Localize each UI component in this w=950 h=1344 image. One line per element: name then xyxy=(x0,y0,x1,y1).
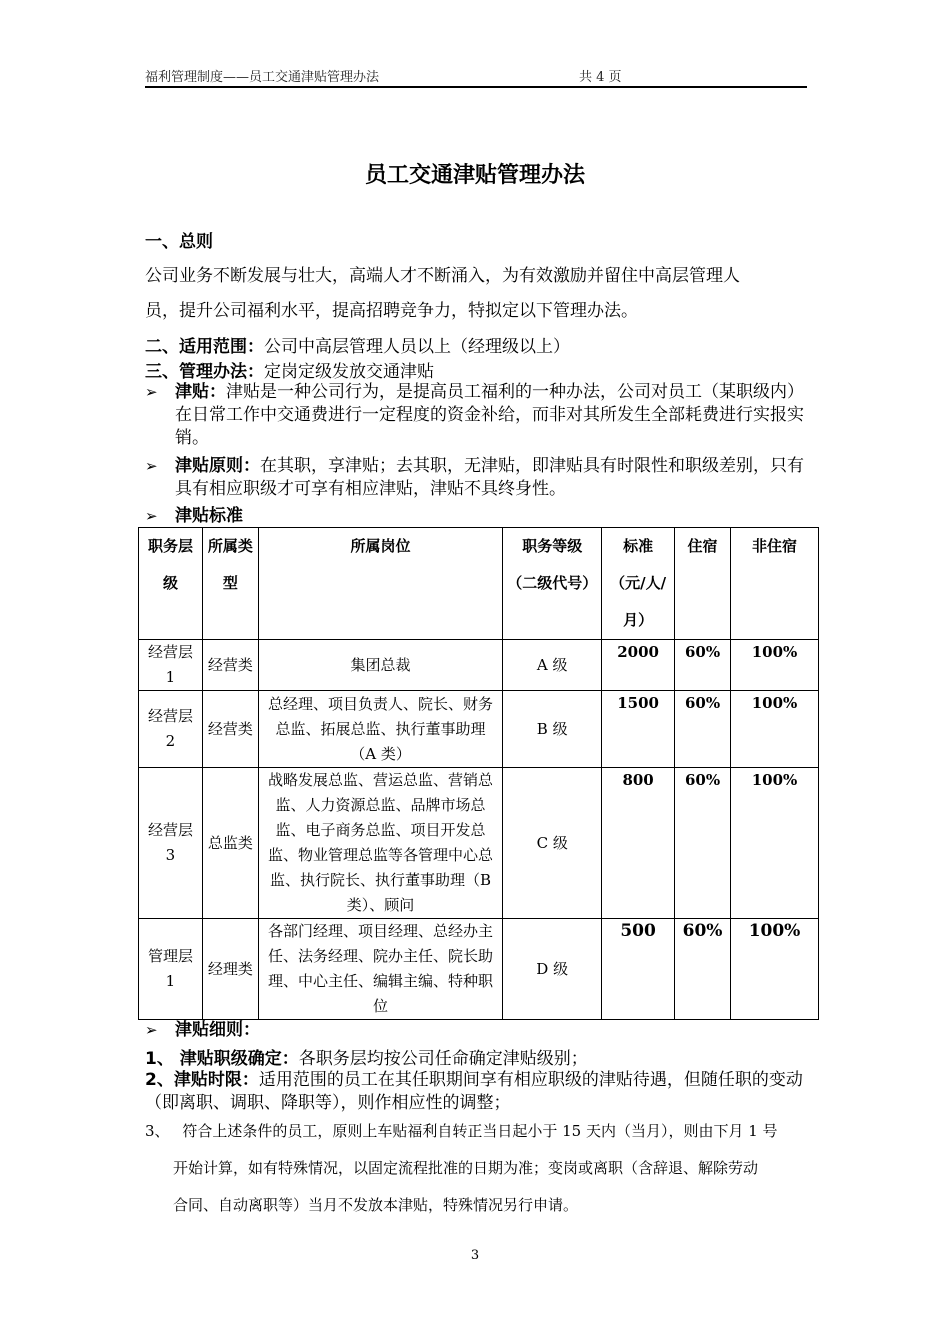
document-title: 员工交通津贴管理办法 xyxy=(364,163,585,188)
cell-grade: A 级 xyxy=(503,640,602,691)
cell-standard: 500 xyxy=(602,919,675,1020)
bullet-details xyxy=(145,1019,815,1042)
rule-2 xyxy=(145,1069,815,1115)
standard-label: 津贴标准 xyxy=(175,506,243,526)
cell-stay: 60% xyxy=(675,768,731,919)
allowance-label: 津贴： xyxy=(175,382,226,402)
rule-3-text-1: 符合上述条件的员工，原则上车贴福利自转正当日起小于 15 天内（当月），则由下月 1 号 xyxy=(182,1122,778,1140)
allowance-standard-table xyxy=(138,527,819,1020)
arrow-bullet-icon: ➢ xyxy=(145,1021,158,1039)
principle-label: 津贴原则： xyxy=(175,456,260,476)
header-page-count: 共 4 页 xyxy=(579,70,622,85)
cell-nostay: 100% xyxy=(731,640,819,691)
rule-3-text-2: 开始计算，如有特殊情况，以固定流程批准的日期为准；变岗或离职（含辞退、解除劳动 xyxy=(173,1159,759,1177)
cell-standard: 1500 xyxy=(602,691,675,768)
cell-standard: 800 xyxy=(602,768,675,919)
bullet-allowance xyxy=(145,381,815,450)
method-label: 三、管理办法： xyxy=(145,362,264,382)
cell-type: 经营类 xyxy=(202,640,258,691)
cell-stay: 60% xyxy=(675,691,731,768)
rule-2-text: 适用范围的员工在其任职期间享有相应职级的津贴待遇，但随任职的变动（即离职、调职、降职等），则作相应性的调整； xyxy=(145,1070,803,1113)
rule-1-label: 1、 津贴职级确定： xyxy=(145,1049,299,1069)
header-grade: 职务等级（二级代号） xyxy=(503,528,602,640)
header-post: 所属岗位 xyxy=(258,528,502,640)
cell-stay: 60% xyxy=(675,640,731,691)
section-general-heading: 一、总则 xyxy=(145,232,213,252)
scope-text: 公司中高层管理人员以上（经理级以上） xyxy=(264,337,570,357)
table-row xyxy=(139,919,819,1020)
principle-text: 在其职，享津贴；去其职，无津贴，即津贴具有时限性和职级差别，只有具有相应职级才可享有相应津贴，津贴不具终身性。 xyxy=(175,456,804,499)
cell-standard: 2000 xyxy=(602,640,675,691)
general-text-line-2: 员，提升公司福利水平，提高招聘竞争力，特拟定以下管理办法。 xyxy=(145,301,638,321)
table-header-row xyxy=(139,528,819,640)
details-label: 津贴细则： xyxy=(175,1020,260,1040)
bullet-standard xyxy=(145,505,815,528)
rule-2-label: 2、津贴时限： xyxy=(145,1070,259,1090)
cell-type: 经营类 xyxy=(202,691,258,768)
header-level: 职务层级 xyxy=(139,528,203,640)
header-type: 所属类型 xyxy=(202,528,258,640)
cell-grade: C 级 xyxy=(503,768,602,919)
cell-post: 集团总裁 xyxy=(258,640,502,691)
section-method xyxy=(145,357,434,382)
rule-1-text: 各职务层均按公司任命确定津贴级别； xyxy=(298,1049,588,1069)
page-number: 3 xyxy=(470,1248,480,1263)
bullet-principle xyxy=(145,455,815,501)
arrow-bullet-icon: ➢ xyxy=(145,383,158,401)
cell-level: 经营层 2 xyxy=(139,691,203,768)
arrow-bullet-icon: ➢ xyxy=(145,507,158,525)
rule-3-text-3: 合同、自动离职等）当月不发放本津贴，特殊情况另行申请。 xyxy=(173,1196,579,1214)
cell-level: 经营层 1 xyxy=(139,640,203,691)
header-title: 福利管理制度——员工交通津贴管理办法 xyxy=(145,70,380,85)
header-nostay: 非住宿 xyxy=(731,528,819,640)
method-text: 定岗定级发放交通津贴 xyxy=(264,362,434,382)
section-scope xyxy=(145,332,570,357)
page-header xyxy=(145,66,807,88)
cell-nostay: 100% xyxy=(731,919,819,1020)
cell-post: 总经理、项目负责人、院长、财务总监、拓展总监、执行董事助理（A 类） xyxy=(258,691,502,768)
header-standard: 标准（元/人/月） xyxy=(602,528,675,640)
rule-3-line-1 xyxy=(145,1120,778,1141)
cell-stay: 60% xyxy=(675,919,731,1020)
cell-type: 经理类 xyxy=(202,919,258,1020)
cell-level: 管理层 1 xyxy=(139,919,203,1020)
cell-type: 总监类 xyxy=(202,768,258,919)
cell-nostay: 100% xyxy=(731,691,819,768)
scope-label: 二、适用范围： xyxy=(145,337,264,357)
table-row xyxy=(139,691,819,768)
cell-post: 各部门经理、项目经理、总经办主任、法务经理、院办主任、院长助理、中心主任、编辑主编、特种职位 xyxy=(258,919,502,1020)
table-row xyxy=(139,640,819,691)
cell-post: 战略发展总监、营运总监、营销总监、人力资源总监、品牌市场总监、电子商务总监、项目开发总监、物业管理总监等各管理中心总监、执行院长、执行董事助理（B 类）、顾问 xyxy=(258,768,502,919)
cell-nostay: 100% xyxy=(731,768,819,919)
cell-grade: D 级 xyxy=(503,919,602,1020)
cell-level: 经营层 3 xyxy=(139,768,203,919)
arrow-bullet-icon: ➢ xyxy=(145,457,158,475)
table-row xyxy=(139,768,819,919)
general-text-line-1: 公司业务不断发展与壮大，高端人才不断涌入，为有效激励并留住中高层管理人 xyxy=(145,266,740,286)
allowance-text: 津贴是一种公司行为，是提高员工福利的一种办法，公司对员工（某职级内）在日常工作中交通费进行一定程度的资金补给，而非对其所发生全部耗费进行实报实销。 xyxy=(175,382,804,448)
cell-grade: B 级 xyxy=(503,691,602,768)
rule-1 xyxy=(145,1044,588,1069)
header-stay: 住宿 xyxy=(675,528,731,640)
rule-3-number: 3、 xyxy=(145,1122,170,1140)
